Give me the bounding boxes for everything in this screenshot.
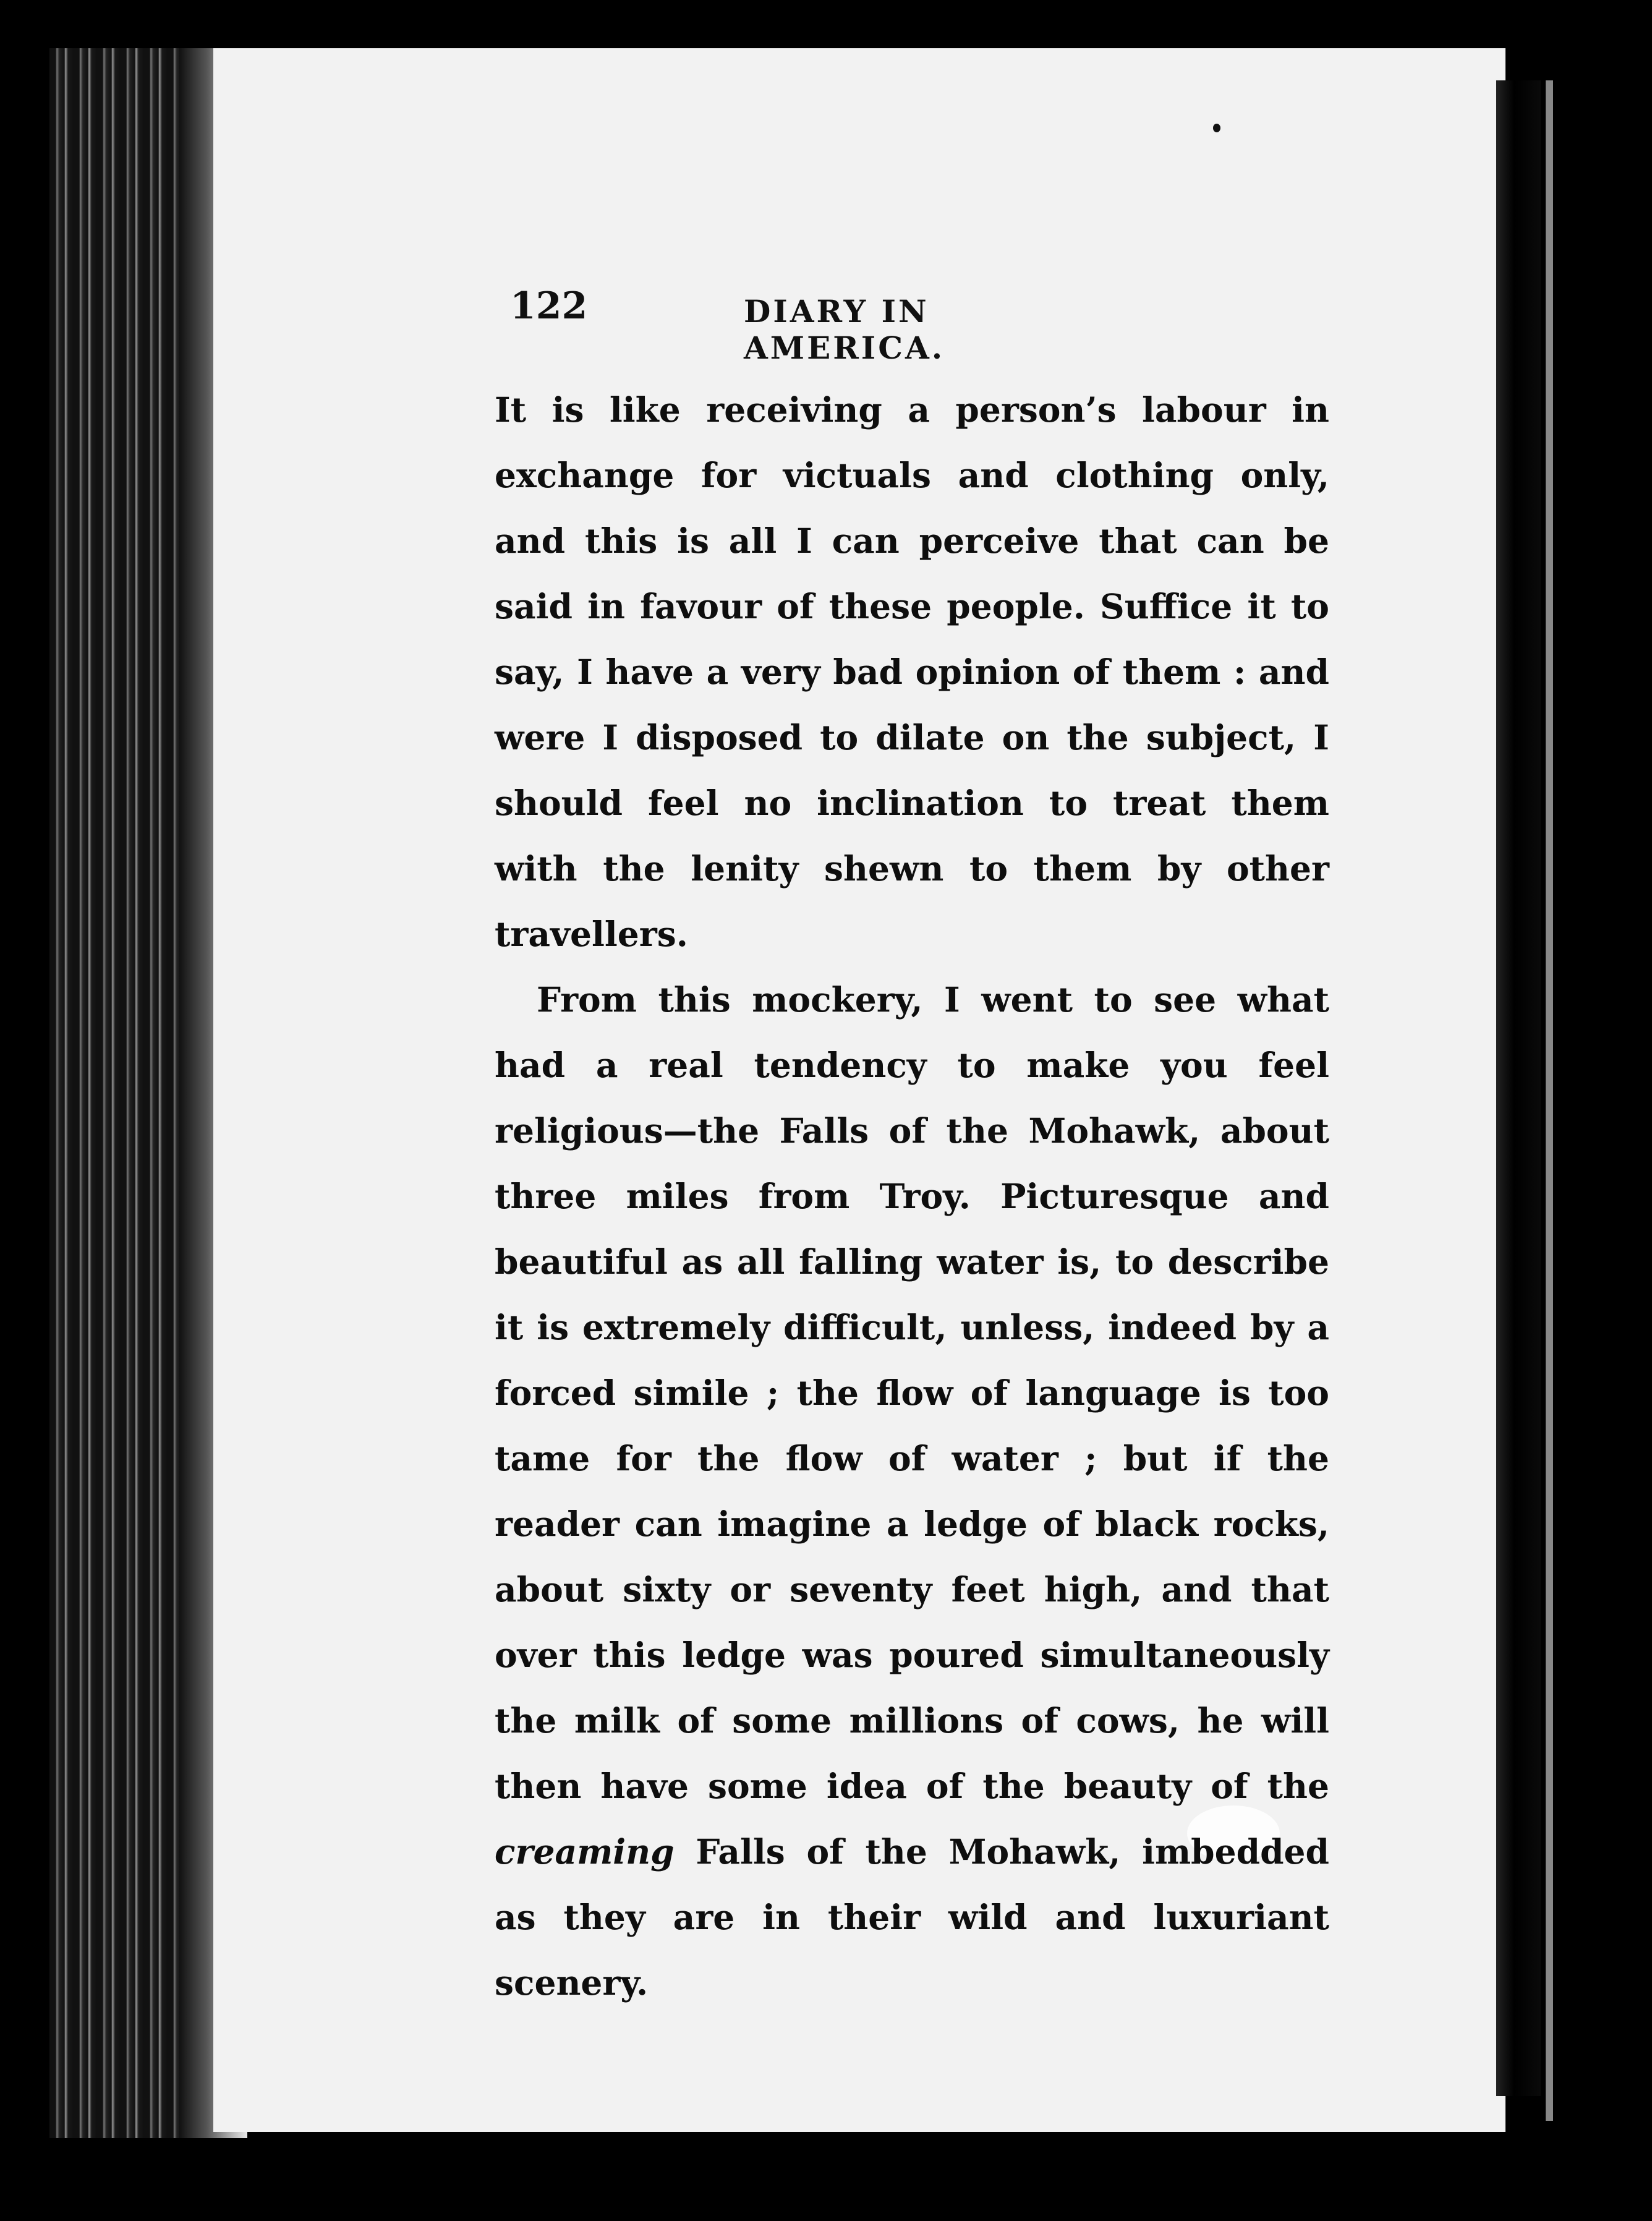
paragraph-2-ending: Falls of the Mohawk, imbedded as they are in their wild and luxuriant scenery. [495, 1831, 1329, 2003]
paragraph-2-text: From this mockery, I went to see what had a real tendency to make you feel religious—the Falls of the Mohawk, about three miles from Troy. Picturesque and beautiful as all falling water is, to describe it is extremely difficult, unless, indeed by a forced simile ; the flow of language is too tame for the flow of water ; but if the reader can imagine a ledge of black rocks, about sixty or seventy feet high, and that over this ledge was poured simultaneously the milk of some millions of cows, he will then have some idea of the beauty of the [495, 979, 1329, 1806]
facing-page-edge [1496, 80, 1541, 2096]
page-number: 122 [510, 284, 588, 328]
italic-word: creaming [495, 1831, 675, 1872]
running-title: DIARY IN AMERICA. [744, 293, 945, 366]
running-head [510, 278, 1128, 366]
ink-speck [1213, 124, 1220, 132]
page-body [495, 377, 1329, 2016]
paragraph-1: It is like receiving a person’s labour in exchange for victuals and clothing only, and this is all I can perceive that can be said in favour of these people. Suffice it to say, I have a very bad opinion of them : and were I disposed to dilate on the subject, I should feel no inclination to treat them with the lenity shewn to them by other travellers. [495, 390, 1329, 954]
paragraph-2 [495, 967, 1329, 2016]
facing-page-border [1546, 80, 1553, 2121]
